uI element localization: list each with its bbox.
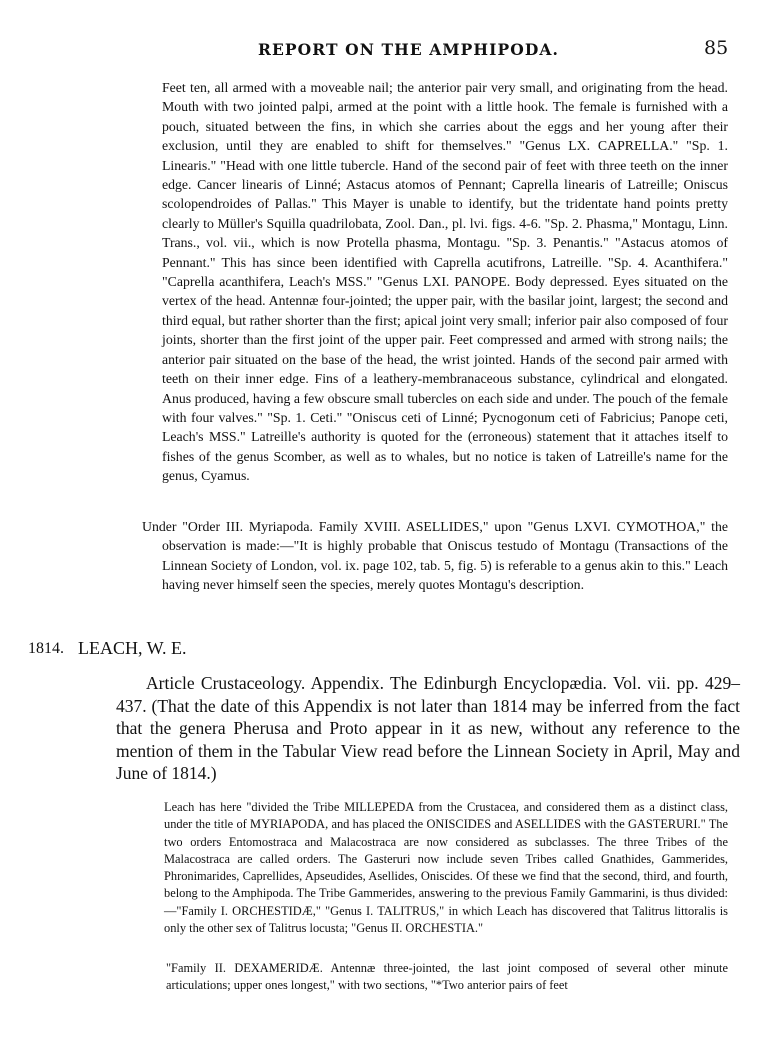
bibliography-entry-heading xyxy=(28,632,528,662)
myriapoda-note-paragraph: Under "Order III. Myriapoda. Family XVIII. ASELLIDES," upon "Genus LXVI. CYMOTHOA," the observation is made:—"It is highly probable that Oniscus testudo of Montagu (Transactions of the Linnean Society of London, vol. ix. page 102, tab. 5, fig. 5) is referable to a genus akin to this." Leach having never himself seen the species, merely quotes Montagu's description. xyxy=(142,519,728,593)
entry-author: LEACH, W. E. xyxy=(78,638,187,658)
entry-year: 1814. xyxy=(28,640,64,657)
page-number: 85 xyxy=(704,37,729,59)
commentary-paragraph: Leach has here "divided the Tribe MILLEPEDA from the Crustacea, and considered them as a distinct class, under the title of MYRIAPODA, and has placed the ONISCIDES and ASELLIDES with the GASTERURI." The two orders Entomostraca and Malacostraca are now considered as subclasses. The three Tribes of the Malacostraca are called orders. The Gasteruri now include seven Tribes called Gnathides, Gammerides, Phronimarides, Caprellides, Apseudides, Asellides, Oniscides. Of these we find that the second, third, and fourth, belong to the Amphipoda. The Tribe Gammerides, answering to the previous Family Gammarini, is thus divided:—"Family I. ORCHESTIDÆ," "Genus I. TALITRUS," in which Leach has discovered that Talitrus littoralis is only the other sex of Talitrus locusta; "Genus II. ORCHESTIA." xyxy=(164,800,728,936)
family-quote-paragraph: "Family II. DEXAMERIDÆ. Antennæ three-jointed, the last joint composed of several other minute articulations; upper ones longest," with two sections, "*Two anterior pairs of feet xyxy=(166,961,728,993)
page-header xyxy=(0,37,776,64)
entry-citation-paragraph: Article Crustaceology. Appendix. The Edinburgh Encyclopædia. Vol. vii. pp. 429–437. (That the date of this Appendix is not later than 1814 may be inferred from the fact that the genera Pherusa and Proto appear in it as new, without any reference to the mention of them in the Tabular View read before the Linnean Society in April, May and June of 1814.) xyxy=(116,673,740,784)
running-title: REPORT ON THE AMPHIPODA. xyxy=(258,40,560,59)
continued-quote-paragraph: Feet ten, all armed with a moveable nail; the anterior pair very small, and originating from the head. Mouth with two jointed palpi, armed at the point with a little hook. The female is furnished with a pouch, situated between the fins, in which she carries about the eggs and her young after their exclusion, until they are enabled to shift for themselves." "Genus LX. CAPRELLA." "Sp. 1. Linearis." "Head with one little tubercle. Hand of the second pair of feet with three teeth on the inner edge. Cancer linearis of Linné; Astacus atomos of Pennant; Caprella linearis of Latreille; Oniscus scolopendroides of Pallas." This Mayer is unable to identify, but the tridentate hand points pretty clearly to Müller's Squilla quadrilobata, Zool. Dan., pl. lvi. figs. 4-6. "Sp. 2. Phasma," Montagu, Linn. Trans., vol. vii., which is now Protella phasma, Montagu. "Sp. 3. Penantis." "Astacus atomos of Pennant." This has since been identified with Caprella acutifrons, Latreille. "Sp. 4. Acanthifera." "Caprella acanthifera, Leach's MSS." "Genus LXI. PANOPE. Body depressed. Eyes situated on the vertex of the head. Antennæ four-jointed; the upper pair, with the basilar joint, largest; the second and third equal, but rather shorter than the first; apical joint very small; inferior pair also composed of four joints, shorter than the first joint of the upper pair. Feet compressed and armed with strong nails; the anterior pair situated on the base of the head, the wrist jointed. Hands of the second pair armed with teeth on their inner edge. Fins of a leathery-membranaceous substance, cylindrical and elongated. Anus produced, having a few obscure small tubercles on each side and under. The pouch of the female with four valves." "Sp. 1. Ceti." "Oniscus ceti of Linné; Pycnogonum ceti of Fabricius; Panope ceti, Leach's MSS." Latreille's authority is quoted for the (erroneous) statement that it attaches itself to fishes of the genus Scomber, as well as to whales, but no notice is taken of Latreille's name for the genus, Cyamus. xyxy=(162,80,728,484)
